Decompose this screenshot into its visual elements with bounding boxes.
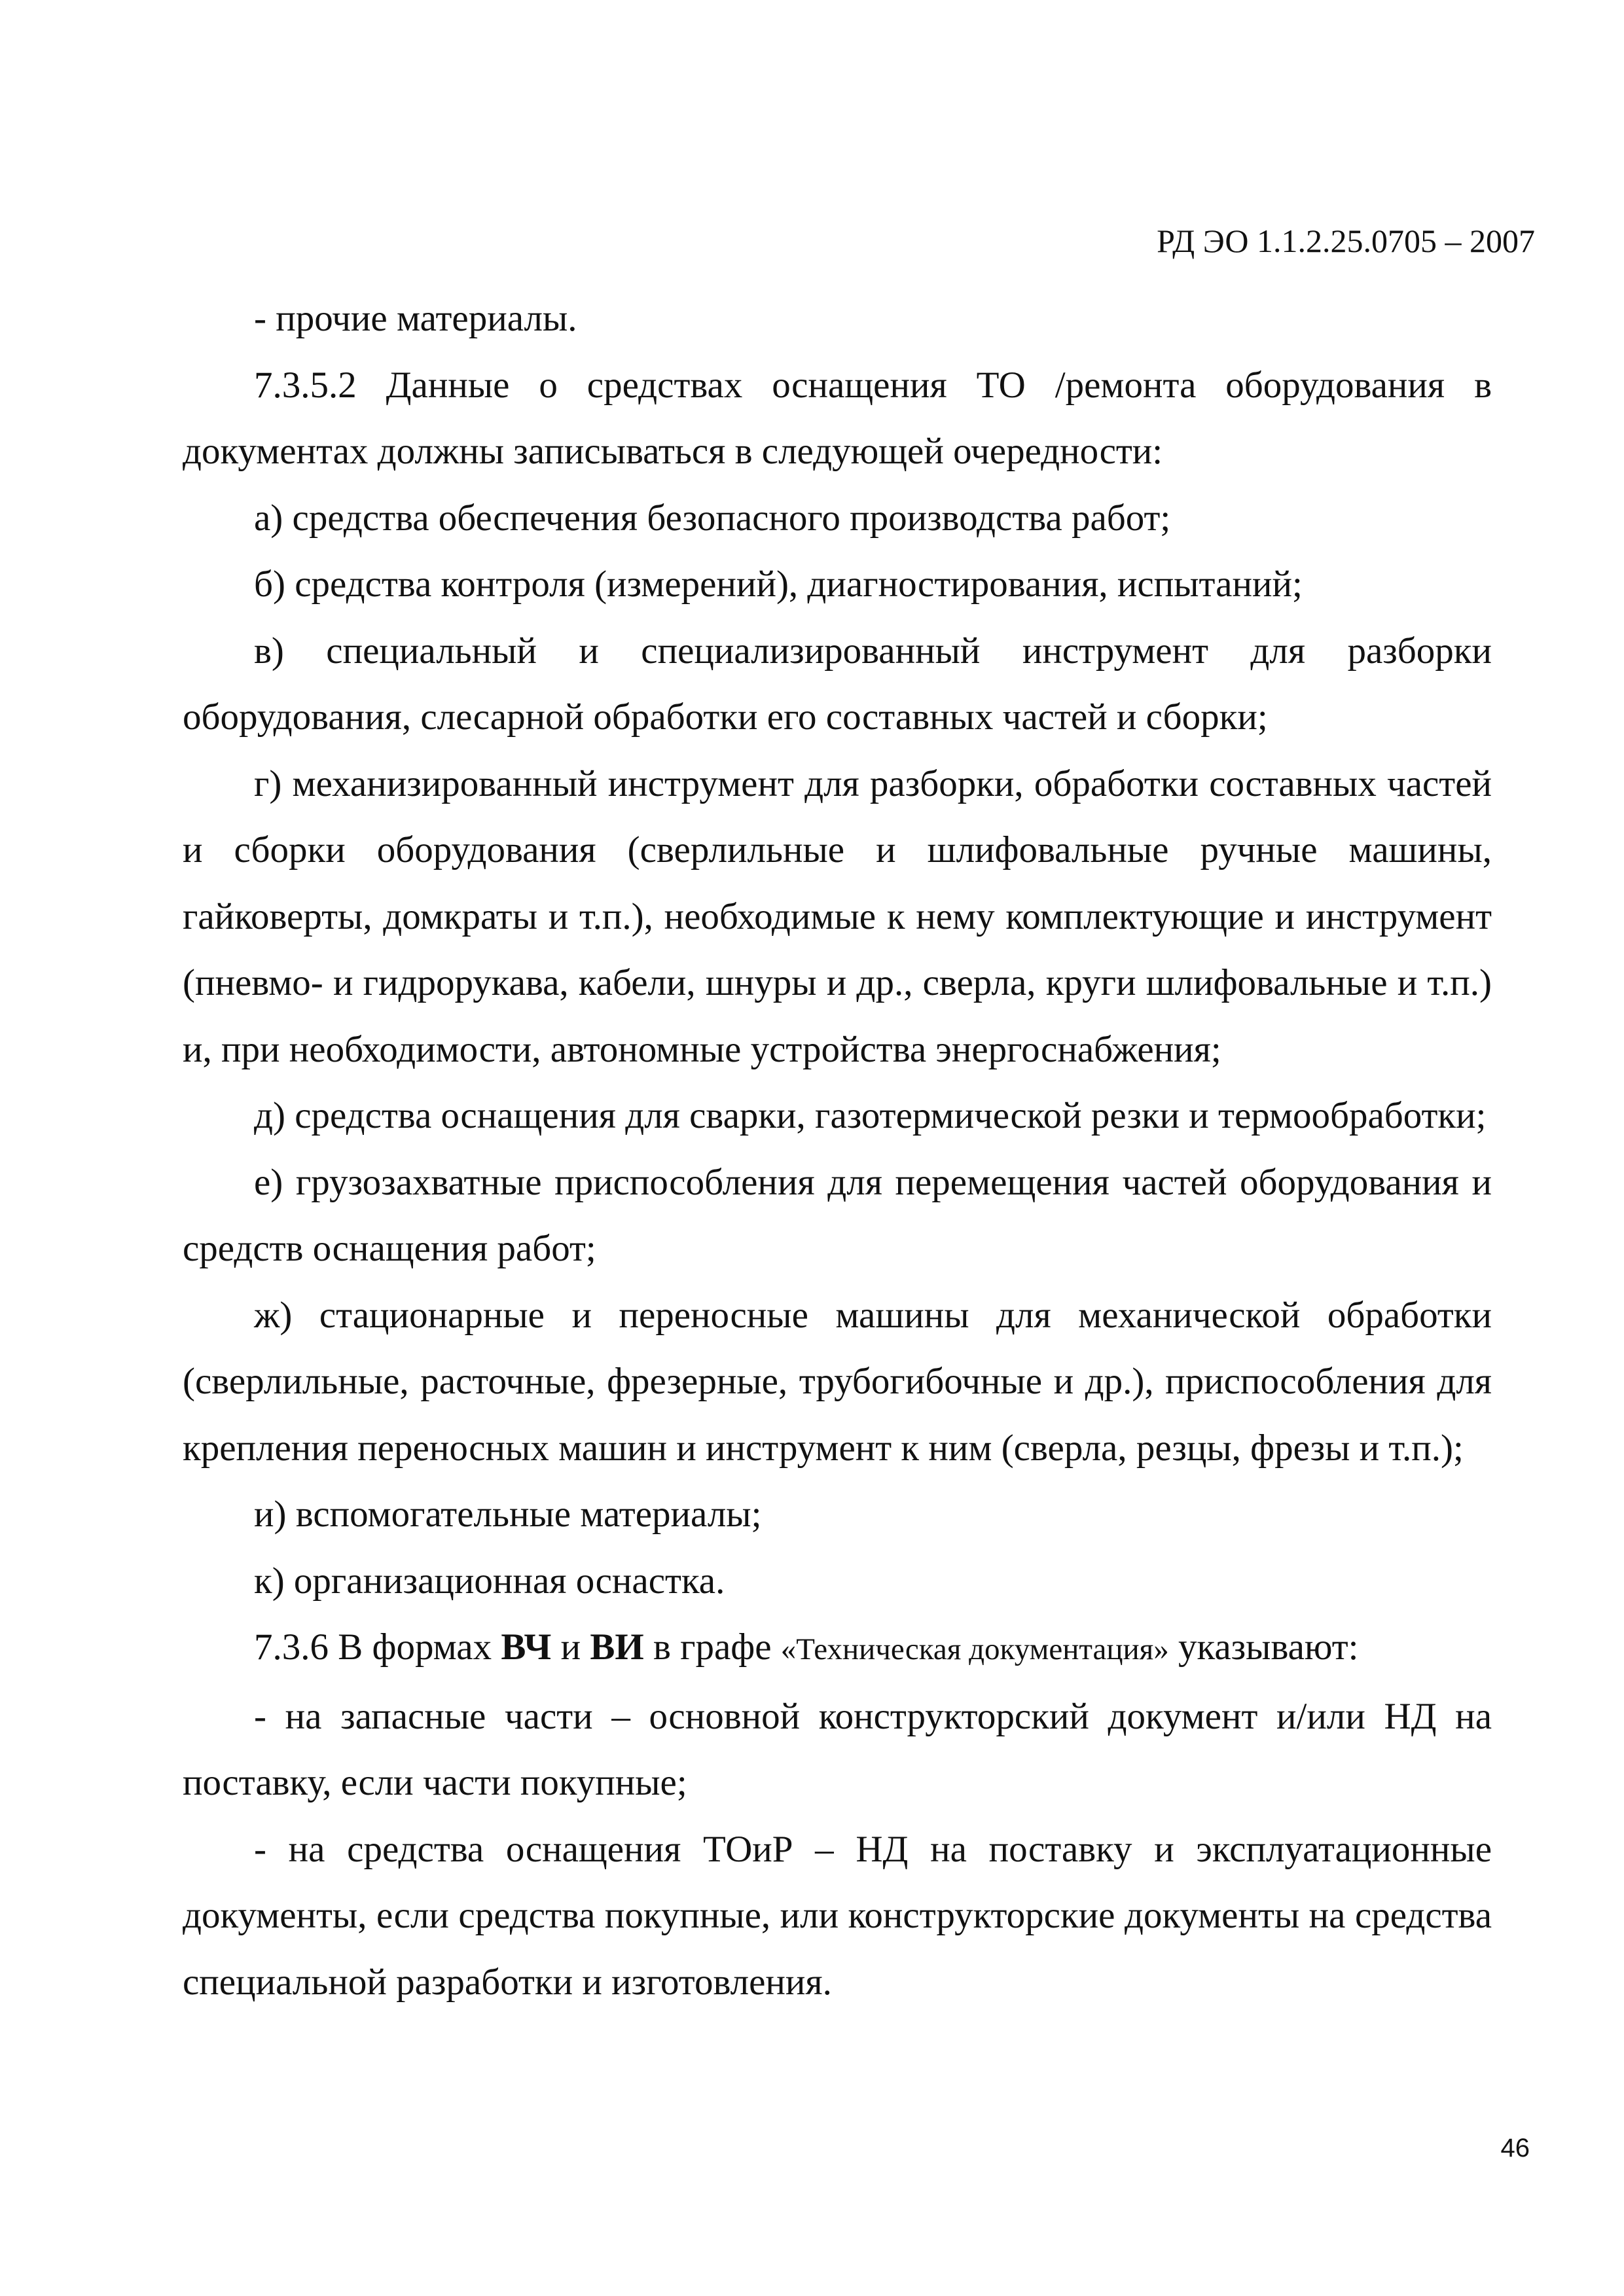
list-item-k: к) организационная оснастка. — [254, 1560, 725, 1602]
paragraph-equipment-means: - на средства оснащения ТОиР – НД на поставку и эксплуатационные документы, если средства покупные, или конструкторские документы на средства специальной разработки и изготовления. — [183, 1828, 1492, 2003]
p736-suffix: указывают: — [1168, 1626, 1359, 1668]
list-item-i: и) вспомогательные материалы; — [254, 1494, 762, 1535]
list-item-e: е) грузозахватные приспособления для перемещения частей оборудования и средств оснащения работ; — [183, 1161, 1492, 1269]
list-item-g: г) механизированный инструмент для разборки, обработки составных частей и сборки оборудования (сверлильные и шлифовальные ручные машины, гайковерты, домкраты и т.п.), необходимые к нему комплектующие и инструмент (пневмо- и гидрорукава, кабели, шнуры и др., сверла, круги шлифовальные и т.п.) и, при необходимости, автономные устройства энергоснабжения; — [183, 762, 1492, 1070]
paragraph-spare-parts: - на запасные части – основной конструкторский документ и/или НД на поставку, если части покупные; — [183, 1695, 1492, 1803]
column-name: «Техническая документация» — [780, 1632, 1169, 1666]
form-vi: ВИ — [590, 1626, 644, 1668]
list-item-v: в) специальный и специализированный инструмент для разборки оборудования, слесарной обработки его составных частей и сборки; — [183, 630, 1492, 738]
paragraph-7-3-5-2: 7.3.5.2 Данные о средствах оснащения ТО /ремонта оборудования в документах должны записываться в следующей очередности: — [183, 364, 1492, 472]
form-vch: ВЧ — [501, 1626, 552, 1668]
document-body — [183, 285, 1492, 2015]
paragraph-7-3-6 — [183, 1614, 1492, 1683]
p736-prefix: 7.3.6 В формах — [254, 1626, 501, 1668]
list-item-b: б) средства контроля (измерений), диагностирования, испытаний; — [254, 564, 1303, 605]
list-item-a: а) средства обеспечения безопасного производства работ; — [254, 497, 1171, 539]
paragraph-materials: - прочие материалы. — [254, 298, 577, 339]
list-item-zh: ж) стационарные и переносные машины для механической обработки (сверлильные, расточные, фрезерные, трубогибочные и др.), приспособления для крепления переносных машин и инструмент к ним (сверла, резцы, фрезы и т.п.); — [183, 1294, 1492, 1469]
document-code: РД ЭО 1.1.2.25.0705 – 2007 — [1157, 223, 1535, 259]
p736-and: и — [551, 1626, 590, 1668]
page-number: 46 — [1500, 2134, 1530, 2162]
list-item-d: д) средства оснащения для сварки, газотермической резки и термообработки; — [254, 1095, 1487, 1136]
p736-mid: в графе — [643, 1626, 781, 1668]
